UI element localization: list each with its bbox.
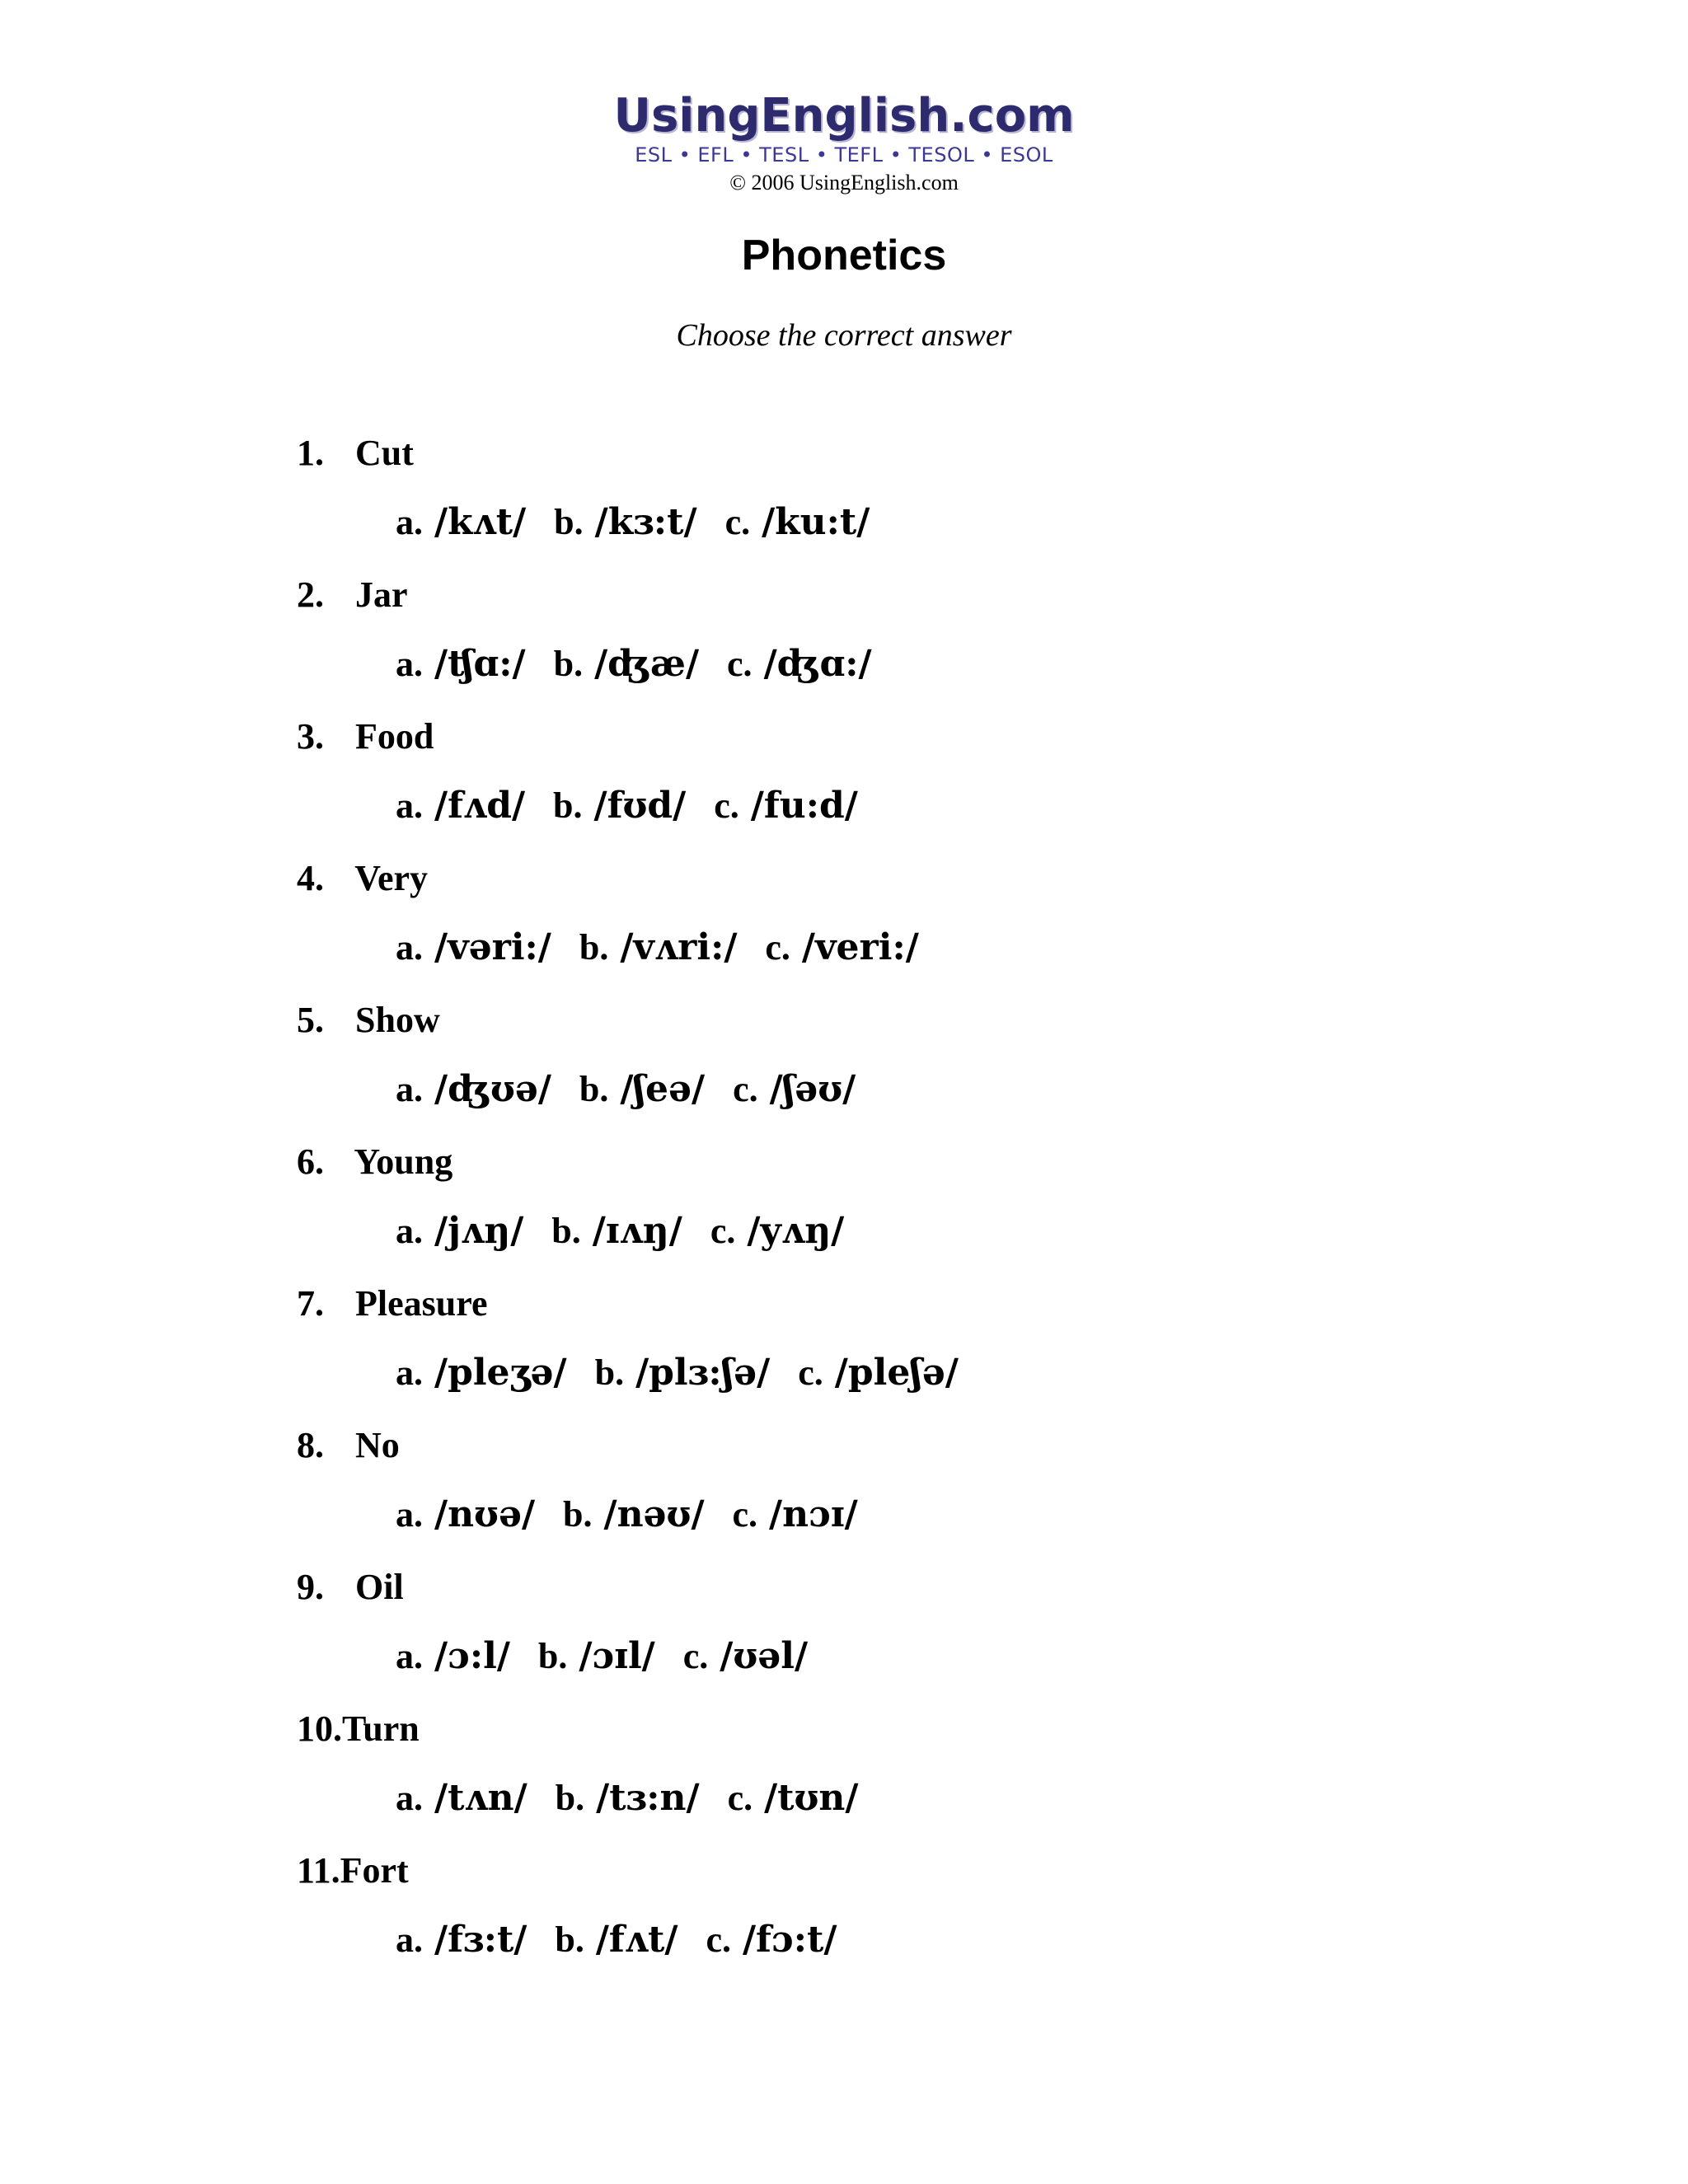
option-transcription: /ʤʊə/ (434, 1068, 551, 1110)
option-transcription: /ʧɑ:/ (434, 643, 526, 685)
answer-options (396, 1065, 1533, 1114)
answer-option (714, 781, 858, 831)
option-transcription: /ɪʌŋ/ (592, 1210, 682, 1252)
question-list (297, 429, 1533, 1988)
question-number: 1. (297, 433, 324, 473)
answer-option (538, 1632, 655, 1681)
option-transcription: /ʃəʊ/ (769, 1068, 856, 1110)
answer-option (396, 1348, 567, 1398)
option-letter: b. (537, 1636, 568, 1676)
question-heading (297, 1137, 1533, 1187)
logo-subtitle: ESL • EFL • TESL • TEFL • TESOL • ESOL (635, 143, 1053, 166)
option-transcription: /veri:/ (801, 926, 919, 968)
answer-option (396, 781, 525, 831)
option-transcription: /pleʒə/ (434, 1352, 567, 1394)
option-transcription: /tɜ:n/ (596, 1777, 700, 1819)
answer-option (563, 1490, 705, 1540)
option-transcription: /fʌt/ (595, 1919, 678, 1961)
option-letter: c. (733, 1069, 758, 1109)
option-transcription: /vʌri:/ (620, 926, 738, 968)
question-word: Oil (355, 1567, 404, 1607)
question-item (297, 1704, 1533, 1846)
question-word: Cut (355, 433, 414, 473)
option-letter: c. (714, 785, 739, 826)
answer-option (798, 1348, 959, 1398)
question-item (297, 570, 1533, 712)
answer-option (556, 1774, 700, 1823)
option-letter: a. (396, 1211, 423, 1251)
option-transcription: /tʌn/ (434, 1777, 528, 1819)
question-heading (297, 570, 1533, 620)
answer-option (728, 1774, 859, 1823)
option-letter: c. (732, 1494, 758, 1535)
option-transcription: /fʌd/ (434, 785, 526, 827)
question-number: 2. (297, 574, 324, 615)
question-word: Fort (340, 1850, 409, 1891)
answer-option (551, 1207, 682, 1256)
answer-options (396, 1915, 1533, 1965)
answer-option (579, 1065, 705, 1114)
answer-options (396, 1348, 1533, 1398)
question-heading (297, 996, 1533, 1045)
page-title: Phonetics (741, 232, 947, 279)
option-letter: b. (579, 927, 609, 968)
question-item (297, 854, 1533, 996)
question-number: 6. (297, 1141, 324, 1182)
question-item (297, 1421, 1533, 1563)
question-item (297, 429, 1533, 570)
answer-options (396, 498, 1533, 547)
option-letter: a. (396, 1778, 423, 1818)
question-number: 3. (297, 716, 324, 757)
question-heading (297, 712, 1533, 762)
answer-option (396, 1774, 528, 1823)
question-heading (297, 1421, 1533, 1470)
question-heading (297, 1704, 1533, 1754)
option-transcription: /fɜ:t/ (434, 1919, 528, 1961)
option-letter: c. (727, 1778, 753, 1818)
option-letter: a. (396, 502, 423, 542)
option-letter: a. (396, 644, 423, 684)
option-letter: b. (554, 502, 584, 542)
answer-option (727, 640, 872, 689)
answer-options (396, 640, 1533, 689)
question-word: Jar (355, 574, 408, 615)
option-transcription: /nʊə/ (434, 1493, 536, 1535)
option-transcription: /pleʃə/ (834, 1352, 959, 1394)
option-letter: b. (563, 1494, 593, 1535)
option-transcription: /ʊəl/ (720, 1635, 809, 1677)
instructions: Choose the correct answer (676, 318, 1012, 353)
answer-options (396, 1207, 1533, 1256)
option-transcription: /fu:d/ (750, 785, 858, 827)
question-word: Young (354, 1141, 453, 1182)
answer-options (396, 1490, 1533, 1540)
option-transcription: /ɔ:l/ (434, 1635, 510, 1677)
answer-option (725, 498, 870, 547)
option-transcription: /kʌt/ (434, 501, 527, 543)
answer-option (765, 923, 918, 972)
option-letter: b. (555, 1778, 585, 1818)
option-letter: b. (594, 1352, 625, 1393)
option-letter: b. (553, 644, 584, 684)
option-transcription: /nɔɪ/ (769, 1493, 858, 1535)
answer-option (733, 1065, 856, 1114)
question-number: 4. (297, 858, 324, 898)
site-header (0, 91, 1688, 196)
option-letter: c. (765, 927, 790, 968)
answer-option (595, 1348, 771, 1398)
question-word: Pleasure (355, 1283, 488, 1324)
option-transcription: /vəri:/ (434, 926, 551, 968)
question-word: Turn (342, 1708, 420, 1749)
answer-option (396, 1632, 510, 1681)
question-word: Very (354, 858, 429, 898)
question-heading (297, 429, 1533, 478)
question-word: Food (355, 716, 434, 757)
option-letter: c. (710, 1211, 736, 1251)
question-heading (297, 854, 1533, 903)
answer-option (706, 1915, 837, 1965)
option-letter: a. (396, 1352, 423, 1393)
option-letter: c. (706, 1919, 731, 1960)
answer-option (555, 1915, 678, 1965)
answer-option (553, 781, 686, 831)
option-letter: b. (553, 785, 583, 826)
question-number: 7. (297, 1283, 324, 1324)
question-heading (297, 1563, 1533, 1612)
question-item (297, 996, 1533, 1137)
question-item (297, 1846, 1533, 1988)
option-transcription: /tʊn/ (764, 1777, 859, 1819)
question-number: 10. (297, 1708, 342, 1749)
question-item (297, 1279, 1533, 1421)
option-letter: a. (396, 1919, 423, 1960)
option-transcription: /kɜ:t/ (594, 501, 697, 543)
option-transcription: /fʊd/ (593, 785, 687, 827)
answer-options (396, 923, 1533, 972)
option-letter: b. (555, 1919, 584, 1960)
answer-option (396, 640, 526, 689)
option-letter: b. (579, 1069, 609, 1109)
option-transcription: /fɔ:t/ (742, 1919, 837, 1961)
question-number: 9. (297, 1567, 324, 1607)
option-transcription: /ʤæ/ (594, 643, 700, 685)
answer-options (396, 1632, 1533, 1681)
option-transcription: /yʌŋ/ (747, 1210, 845, 1252)
question-heading (297, 1279, 1533, 1329)
option-letter: c. (682, 1636, 709, 1676)
answer-option (683, 1632, 808, 1681)
question-number: 8. (297, 1425, 324, 1465)
option-transcription: /ku:t/ (762, 501, 870, 543)
answer-option (710, 1207, 844, 1256)
option-transcription: /ʃeə/ (620, 1068, 706, 1110)
answer-option (554, 498, 696, 547)
question-item (297, 712, 1533, 854)
option-letter: c. (798, 1352, 823, 1393)
option-letter: c. (724, 502, 751, 542)
option-letter: c. (727, 644, 753, 684)
option-transcription: /jʌŋ/ (434, 1210, 524, 1252)
answer-option (554, 640, 699, 689)
copyright-notice: © 2006 UsingEnglish.com (729, 171, 959, 194)
option-letter: a. (396, 1069, 423, 1109)
site-logo: UsingEnglish.com (613, 89, 1075, 143)
answer-option (396, 498, 526, 547)
option-transcription: /ʤɑ:/ (763, 643, 872, 685)
question-number: 5. (297, 1000, 324, 1040)
answer-option (396, 1915, 527, 1965)
option-transcription: /ɔɪl/ (579, 1635, 655, 1677)
option-letter: a. (396, 927, 423, 968)
question-item (297, 1137, 1533, 1279)
option-transcription: /plɜ:ʃə/ (635, 1352, 771, 1394)
answer-option (396, 1490, 535, 1540)
answer-option (396, 1207, 523, 1256)
question-number: 11. (297, 1850, 340, 1891)
answer-option (396, 923, 551, 972)
option-letter: a. (396, 1494, 423, 1535)
option-letter: a. (396, 785, 423, 826)
question-heading (297, 1846, 1533, 1896)
answer-option (733, 1490, 858, 1540)
option-letter: b. (551, 1211, 581, 1251)
question-word: No (355, 1425, 400, 1465)
option-letter: a. (396, 1636, 423, 1676)
answer-option (396, 1065, 551, 1114)
option-transcription: /nəʊ/ (603, 1493, 705, 1535)
question-item (297, 1563, 1533, 1704)
answer-options (396, 781, 1533, 831)
answer-options (396, 1774, 1533, 1823)
question-word: Show (355, 1000, 440, 1040)
answer-option (579, 923, 738, 972)
